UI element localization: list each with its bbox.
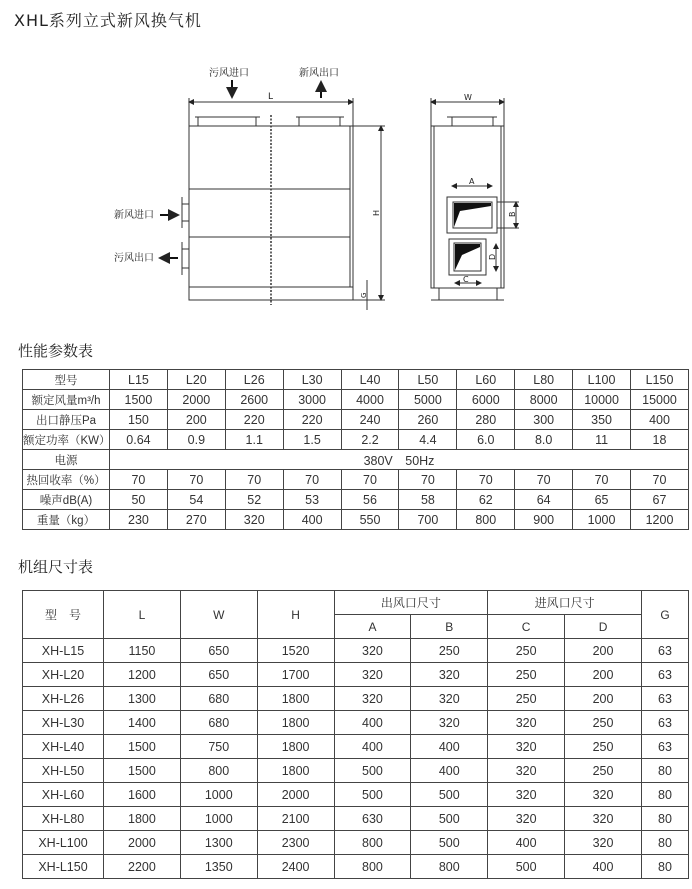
table-cell: 250 — [411, 639, 488, 663]
table-cell: 2100 — [257, 807, 334, 831]
table-cell: 2000 — [257, 783, 334, 807]
table-cell: 250 — [488, 687, 565, 711]
table-cell: 200 — [565, 663, 642, 687]
header-G: G — [642, 591, 689, 639]
table-cell: 400 — [283, 510, 341, 530]
model-cell: XH-L15 — [23, 639, 104, 663]
row-label: 噪声dB(A) — [23, 490, 110, 510]
table-cell: 70 — [110, 470, 168, 490]
table-cell: 70 — [399, 470, 457, 490]
table-cell: 80 — [642, 807, 689, 831]
side-view — [431, 98, 519, 300]
table-cell: 320 — [488, 711, 565, 735]
header-model: 型 号 — [23, 591, 104, 639]
header-D: D — [565, 615, 642, 639]
table-cell: 70 — [457, 470, 515, 490]
inlet-damper-icon — [455, 244, 480, 270]
table-row — [23, 783, 689, 807]
table-row — [23, 450, 689, 470]
table-cell: 1200 — [104, 663, 181, 687]
table-cell: 400 — [411, 735, 488, 759]
table-cell: 2600 — [225, 390, 283, 410]
table-cell: L26 — [225, 370, 283, 390]
table-row — [23, 410, 689, 430]
table-cell: 250 — [488, 663, 565, 687]
table-cell: 0.64 — [110, 430, 168, 450]
table-cell: 400 — [488, 831, 565, 855]
table-cell: 320 — [488, 783, 565, 807]
table-cell: 1300 — [104, 687, 181, 711]
dim-H: H — [372, 209, 381, 216]
table-row — [23, 687, 689, 711]
table-cell: 320 — [225, 510, 283, 530]
table-cell: 250 — [565, 711, 642, 735]
table-cell: 1800 — [257, 687, 334, 711]
table-cell: L15 — [110, 370, 168, 390]
table-cell: 320 — [565, 831, 642, 855]
model-cell: XH-L80 — [23, 807, 104, 831]
table-cell: 700 — [399, 510, 457, 530]
table-cell: 54 — [167, 490, 225, 510]
table-cell: 1800 — [104, 807, 181, 831]
table-cell: 320 — [488, 735, 565, 759]
table-cell: 350 — [573, 410, 631, 430]
table-cell: 1200 — [631, 510, 689, 530]
table-row — [23, 490, 689, 510]
table-cell: 70 — [515, 470, 573, 490]
table-cell: 1000 — [573, 510, 631, 530]
row-label: 出口静压Pa — [23, 410, 110, 430]
table-cell: 800 — [334, 831, 411, 855]
table-row — [23, 735, 689, 759]
dimensions-title: 机组尺寸表 — [18, 558, 94, 576]
table-cell: 320 — [411, 687, 488, 711]
table-cell: 400 — [631, 410, 689, 430]
table-cell: 70 — [167, 470, 225, 490]
dim-G: G — [360, 292, 368, 298]
table-cell: 2200 — [104, 855, 181, 879]
table-cell: 2000 — [104, 831, 181, 855]
table-cell: 320 — [565, 783, 642, 807]
table-cell: 80 — [642, 831, 689, 855]
dim-B: B — [508, 211, 517, 217]
table-row — [23, 390, 689, 410]
table-cell: 800 — [411, 855, 488, 879]
row-label: 型号 — [23, 370, 110, 390]
label-fresh-outlet: 新风出口 — [299, 68, 339, 79]
table-cell: 1500 — [104, 759, 181, 783]
dim-A: A — [469, 177, 475, 186]
table-cell: 56 — [341, 490, 399, 510]
table-cell: 1000 — [180, 807, 257, 831]
header-row — [23, 591, 689, 615]
table-cell: 80 — [642, 759, 689, 783]
table-cell: 220 — [283, 410, 341, 430]
table-cell: L150 — [631, 370, 689, 390]
table-cell: 70 — [631, 470, 689, 490]
table-row — [23, 807, 689, 831]
table-cell: 320 — [334, 663, 411, 687]
table-cell: 3000 — [283, 390, 341, 410]
row-label: 额定功率（KW） — [23, 430, 110, 450]
table-cell: 63 — [642, 663, 689, 687]
header-C: C — [488, 615, 565, 639]
table-row — [23, 470, 689, 490]
table-cell: 400 — [334, 711, 411, 735]
table-cell: 200 — [565, 639, 642, 663]
table-cell: 5000 — [399, 390, 457, 410]
row-label: 额定风量m³/h — [23, 390, 110, 410]
model-cell: XH-L50 — [23, 759, 104, 783]
flow-arrows — [160, 80, 321, 258]
table-cell: 1800 — [257, 759, 334, 783]
table-cell: 400 — [565, 855, 642, 879]
table-cell: 320 — [488, 807, 565, 831]
table-row — [23, 855, 689, 879]
table-cell: 500 — [488, 855, 565, 879]
table-row — [23, 663, 689, 687]
table-cell: 0.9 — [167, 430, 225, 450]
model-cell: XH-L40 — [23, 735, 104, 759]
table-cell: 58 — [399, 490, 457, 510]
table-cell: 63 — [642, 639, 689, 663]
table-cell: 8.0 — [515, 430, 573, 450]
table-row — [23, 831, 689, 855]
table-cell: 380V 50Hz — [110, 450, 689, 470]
table-cell: 250 — [565, 735, 642, 759]
table-cell: 230 — [110, 510, 168, 530]
table-cell: 70 — [283, 470, 341, 490]
table-cell: 320 — [334, 639, 411, 663]
table-cell: 1400 — [104, 711, 181, 735]
table-cell: 2300 — [257, 831, 334, 855]
header-L: L — [104, 591, 181, 639]
table-cell: 320 — [488, 759, 565, 783]
table-cell: 62 — [457, 490, 515, 510]
table-cell: 500 — [334, 759, 411, 783]
table-cell: 200 — [167, 410, 225, 430]
table-cell: 15000 — [631, 390, 689, 410]
table-cell: 750 — [180, 735, 257, 759]
table-cell: 50 — [110, 490, 168, 510]
table-cell: 220 — [225, 410, 283, 430]
model-cell: XH-L26 — [23, 687, 104, 711]
row-label: 电源 — [23, 450, 110, 470]
row-label: 重量（kg） — [23, 510, 110, 530]
table-cell: 320 — [411, 663, 488, 687]
table-cell: 270 — [167, 510, 225, 530]
table-cell: 500 — [411, 807, 488, 831]
table-cell: 1600 — [104, 783, 181, 807]
table-row — [23, 711, 689, 735]
model-cell: XH-L20 — [23, 663, 104, 687]
table-cell: 80 — [642, 855, 689, 879]
table-cell: L80 — [515, 370, 573, 390]
header-outlet: 出风口尺寸 — [334, 591, 488, 615]
table-cell: 63 — [642, 711, 689, 735]
front-view — [182, 98, 385, 310]
table-cell: 70 — [341, 470, 399, 490]
table-cell: 630 — [334, 807, 411, 831]
model-cell: XH-L30 — [23, 711, 104, 735]
table-cell: 500 — [411, 831, 488, 855]
label-exhaust-outlet: 污风出口 — [114, 253, 154, 264]
table-cell: 240 — [341, 410, 399, 430]
table-cell: 63 — [642, 687, 689, 711]
table-cell: 1350 — [180, 855, 257, 879]
performance-title: 性能参数表 — [18, 342, 94, 360]
table-cell: 280 — [457, 410, 515, 430]
table-row — [23, 639, 689, 663]
dimensions-table — [22, 590, 689, 879]
header-W: W — [180, 591, 257, 639]
table-cell: 1000 — [180, 783, 257, 807]
table-cell: 1150 — [104, 639, 181, 663]
table-cell: 1800 — [257, 711, 334, 735]
table-cell: 64 — [515, 490, 573, 510]
table-cell: 11 — [573, 430, 631, 450]
table-cell: 1.1 — [225, 430, 283, 450]
model-cell: XH-L100 — [23, 831, 104, 855]
model-cell: XH-L60 — [23, 783, 104, 807]
table-cell: 1500 — [110, 390, 168, 410]
table-row — [23, 510, 689, 530]
table-row — [23, 430, 689, 450]
table-cell: 53 — [283, 490, 341, 510]
table-cell: 1700 — [257, 663, 334, 687]
table-cell: 400 — [411, 759, 488, 783]
table-cell: L30 — [283, 370, 341, 390]
table-cell: 500 — [411, 783, 488, 807]
table-cell: 320 — [565, 807, 642, 831]
table-cell: 70 — [225, 470, 283, 490]
table-cell: 2.2 — [341, 430, 399, 450]
table-cell: L100 — [573, 370, 631, 390]
table-row — [23, 370, 689, 390]
table-cell: 1.5 — [283, 430, 341, 450]
table-cell: L20 — [167, 370, 225, 390]
table-cell: 680 — [180, 711, 257, 735]
table-cell: 320 — [334, 687, 411, 711]
table-cell: 200 — [565, 687, 642, 711]
table-cell: 2400 — [257, 855, 334, 879]
table-cell: 800 — [180, 759, 257, 783]
table-cell: 10000 — [573, 390, 631, 410]
outlet-damper-icon — [454, 203, 491, 227]
model-cell: XH-L150 — [23, 855, 104, 879]
table-cell: 150 — [110, 410, 168, 430]
dim-L: L — [268, 92, 274, 102]
table-cell: L60 — [457, 370, 515, 390]
table-cell: 8000 — [515, 390, 573, 410]
table-row — [23, 759, 689, 783]
table-cell: 1500 — [104, 735, 181, 759]
table-cell: L50 — [399, 370, 457, 390]
table-cell: 1800 — [257, 735, 334, 759]
header-inlet: 进风口尺寸 — [488, 591, 642, 615]
table-cell: 4.4 — [399, 430, 457, 450]
table-cell: 52 — [225, 490, 283, 510]
table-cell: 900 — [515, 510, 573, 530]
label-fresh-inlet: 新风进口 — [114, 210, 154, 221]
row-label: 热回收率（%） — [23, 470, 110, 490]
table-cell: 80 — [642, 783, 689, 807]
page-title: XHL系列立式新风换气机 — [14, 11, 202, 30]
table-cell: 500 — [334, 783, 411, 807]
table-cell: 680 — [180, 687, 257, 711]
table-cell: 260 — [399, 410, 457, 430]
unit-diagram — [0, 0, 692, 320]
table-cell: 550 — [341, 510, 399, 530]
table-cell: 70 — [573, 470, 631, 490]
table-cell: 2000 — [167, 390, 225, 410]
table-cell: L40 — [341, 370, 399, 390]
header-A: A — [334, 615, 411, 639]
table-cell: 1300 — [180, 831, 257, 855]
table-cell: 800 — [457, 510, 515, 530]
label-exhaust-inlet: 污风进口 — [209, 68, 249, 79]
table-cell: 4000 — [341, 390, 399, 410]
table-cell: 67 — [631, 490, 689, 510]
table-cell: 1520 — [257, 639, 334, 663]
table-cell: 650 — [180, 639, 257, 663]
dim-W: W — [464, 93, 472, 102]
table-cell: 6000 — [457, 390, 515, 410]
header-H: H — [257, 591, 334, 639]
table-cell: 300 — [515, 410, 573, 430]
table-cell: 250 — [488, 639, 565, 663]
table-cell: 800 — [334, 855, 411, 879]
table-cell: 65 — [573, 490, 631, 510]
performance-table — [22, 369, 689, 530]
table-cell: 6.0 — [457, 430, 515, 450]
table-cell: 320 — [411, 711, 488, 735]
header-B: B — [411, 615, 488, 639]
table-cell: 18 — [631, 430, 689, 450]
dim-C: C — [463, 275, 469, 284]
table-cell: 400 — [334, 735, 411, 759]
table-cell: 650 — [180, 663, 257, 687]
dim-D: D — [488, 253, 497, 260]
table-cell: 250 — [565, 759, 642, 783]
table-cell: 63 — [642, 735, 689, 759]
